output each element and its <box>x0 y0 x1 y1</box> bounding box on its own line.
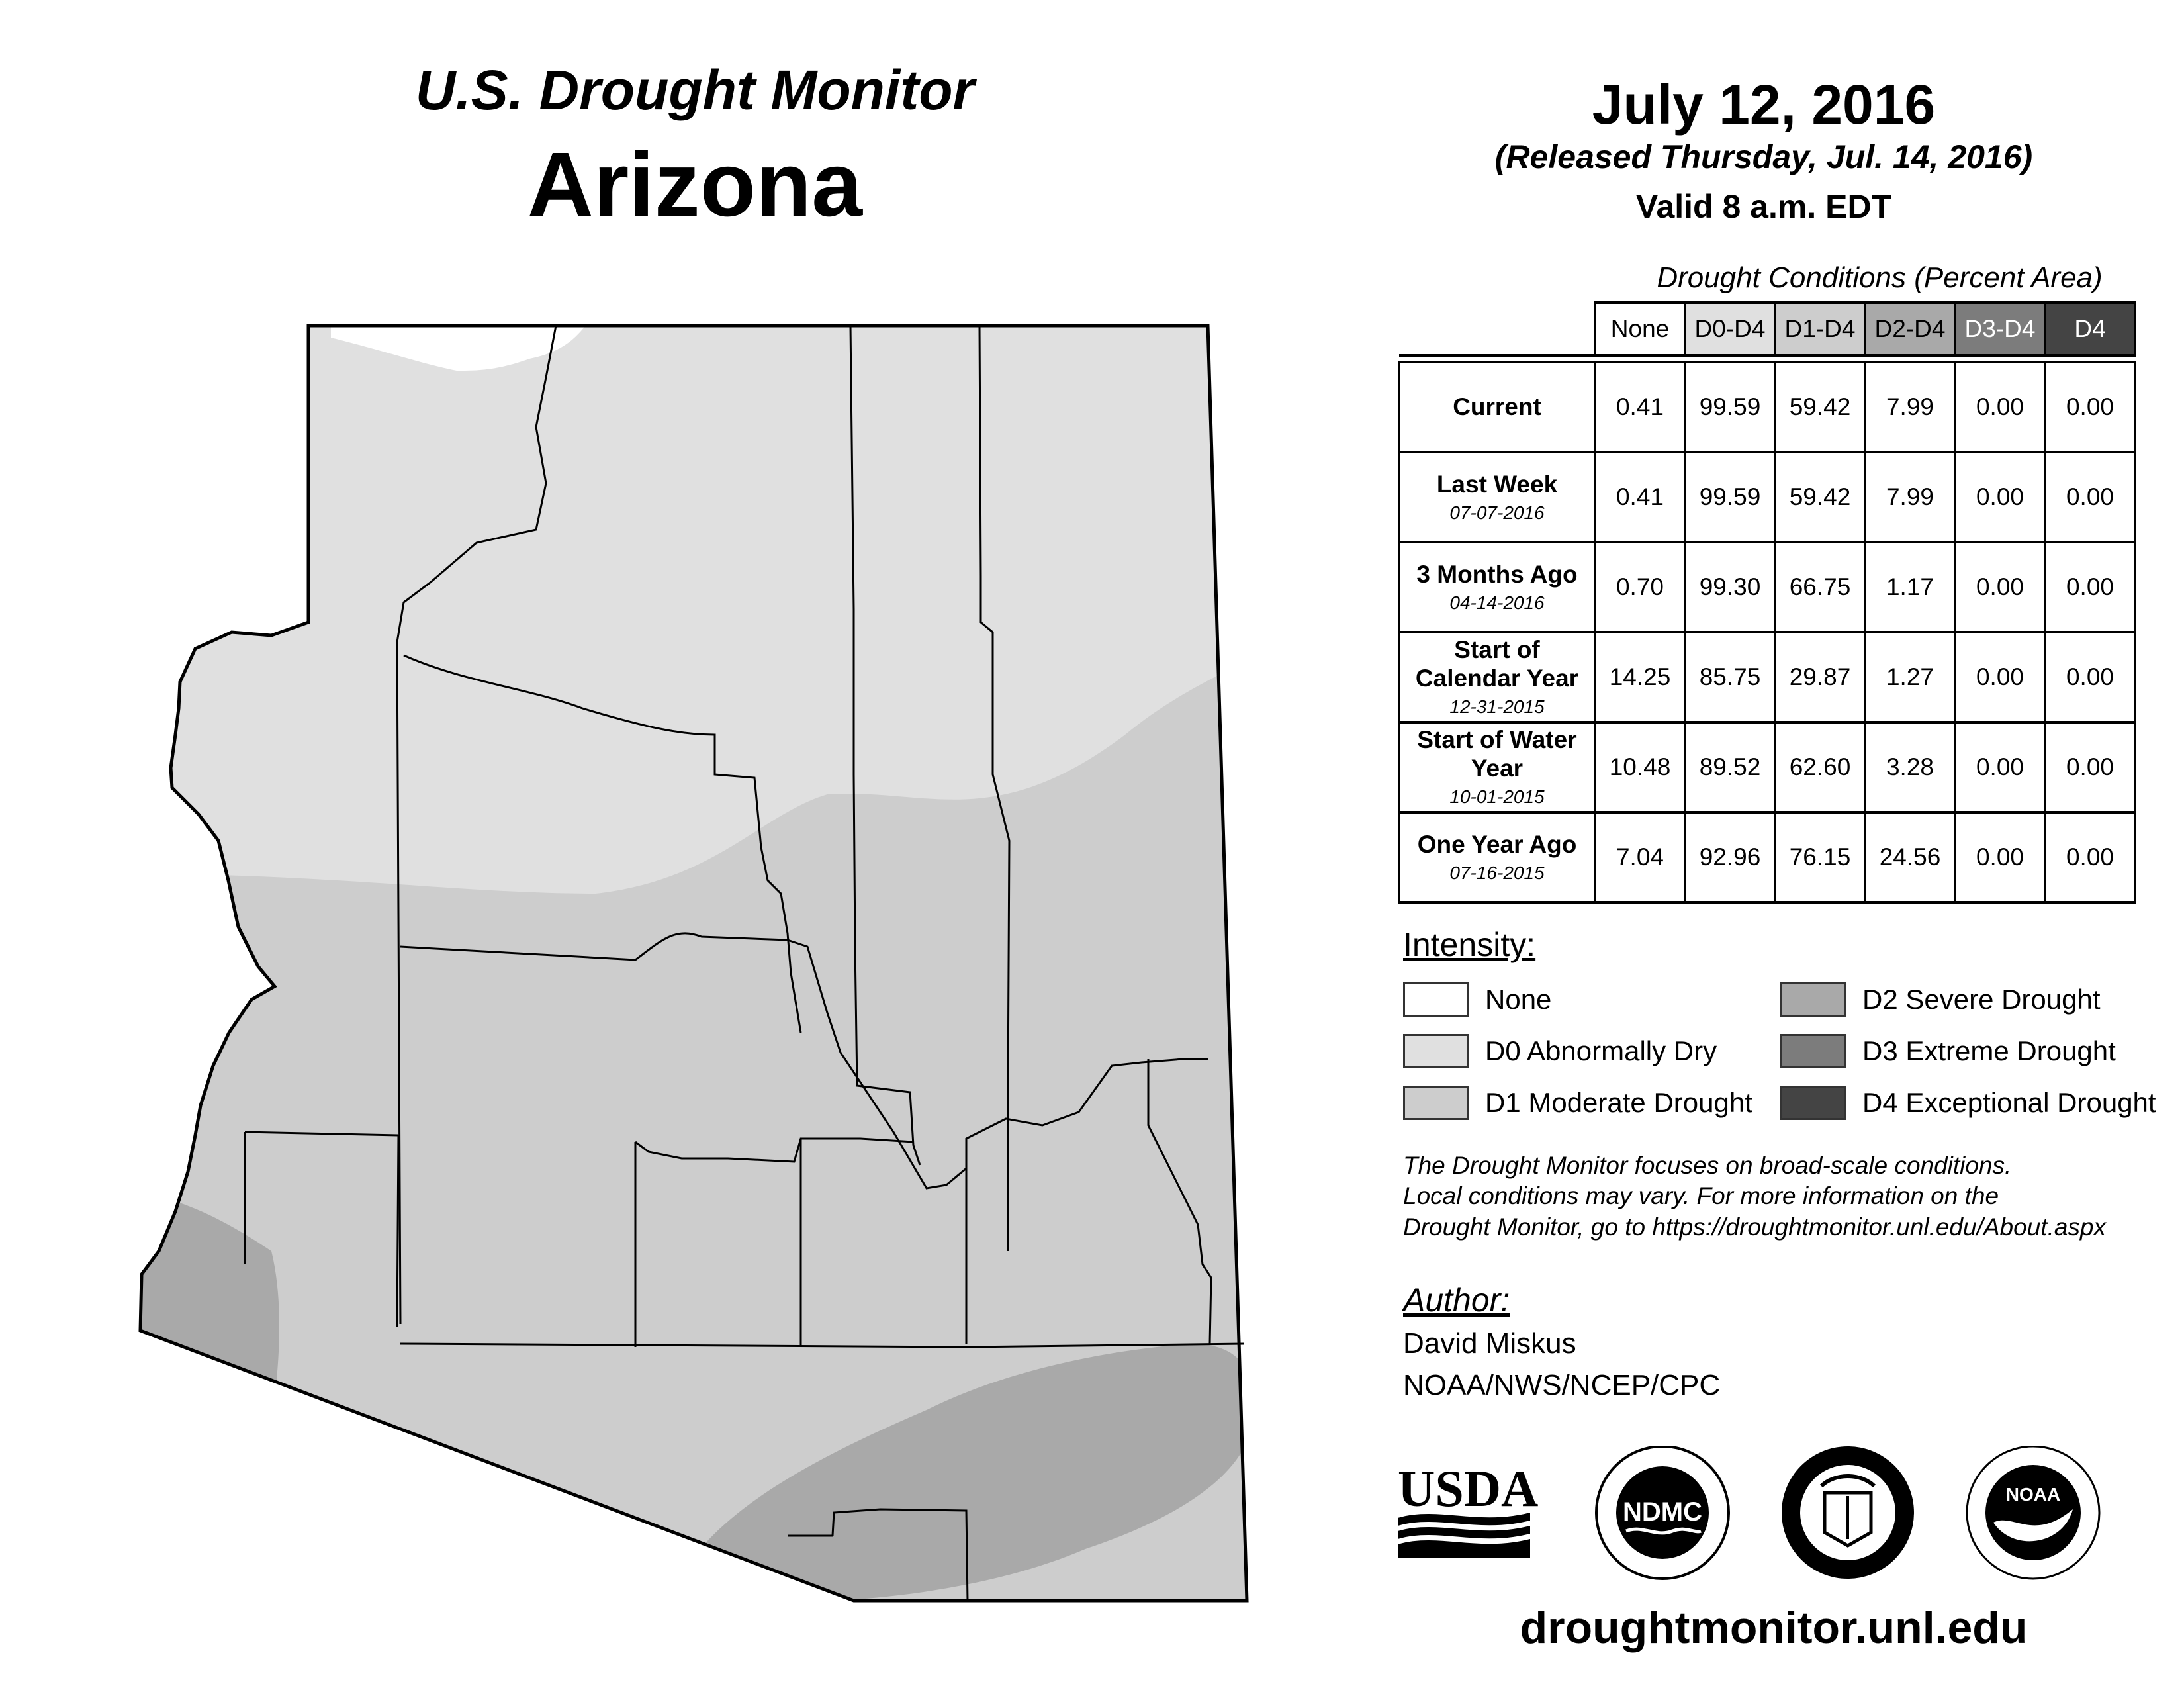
table-cell: 99.30 <box>1685 542 1775 632</box>
row-label <box>1399 362 1595 452</box>
table-cell: 99.59 <box>1685 362 1775 452</box>
usda-logo <box>1398 1460 1538 1558</box>
svg-text:NOAA: NOAA <box>2005 1484 2061 1505</box>
table-row <box>1399 542 2135 632</box>
legend-swatch <box>1780 1086 1846 1120</box>
row-label-text: Last Week <box>1436 470 1558 498</box>
svg-text:USDA: USDA <box>1398 1460 1539 1517</box>
author-name: David Miskus <box>1403 1327 1576 1360</box>
table-cell: 62.60 <box>1775 722 1865 812</box>
legend-label: D1 Moderate Drought <box>1485 1087 1752 1118</box>
table-cell: 0.00 <box>2045 632 2135 722</box>
row-label <box>1399 632 1595 722</box>
note-line: The Drought Monitor focuses on broad-scale conditions. <box>1403 1152 2012 1179</box>
legend-swatch <box>1403 982 1469 1017</box>
table-row <box>1399 452 2135 542</box>
table-cell: 92.96 <box>1685 812 1775 902</box>
legend-swatch <box>1403 1086 1469 1120</box>
author-heading: Author: <box>1403 1282 1510 1319</box>
author-org: NOAA/NWS/NCEP/CPC <box>1403 1369 1721 1401</box>
row-label-text: 3 Months Ago <box>1416 560 1578 588</box>
row-date: 10-01-2015 <box>1449 786 1545 808</box>
legend-heading: Intensity: <box>1403 926 1536 963</box>
table-cell: 76.15 <box>1775 812 1865 902</box>
legend-item <box>1780 981 2101 1018</box>
table-cell: 29.87 <box>1775 632 1865 722</box>
table-cell: 0.00 <box>1955 812 2045 902</box>
table-row <box>1399 362 2135 452</box>
table-cell: 85.75 <box>1685 632 1775 722</box>
note-line: Local conditions may vary. For more information on the <box>1403 1182 1999 1210</box>
table-cell: 7.99 <box>1865 452 1955 542</box>
row-label <box>1399 542 1595 632</box>
table-cell: 0.00 <box>2045 722 2135 812</box>
spacer-cell <box>1399 355 2135 362</box>
row-date: 07-07-2016 <box>1449 502 1545 524</box>
table-cell: 0.00 <box>2045 812 2135 902</box>
table-cell: 89.52 <box>1685 722 1775 812</box>
table-caption: Drought Conditions (Percent Area) <box>1657 261 2103 294</box>
row-label-text: Start of Calendar Year <box>1415 636 1579 692</box>
note-line: Drought Monitor, go to https://droughtmonitor.unl.edu/About.aspx <box>1403 1213 2106 1241</box>
legend-swatch <box>1780 1034 1846 1068</box>
row-date: 04-14-2016 <box>1449 592 1545 614</box>
table-cell: 24.56 <box>1865 812 1955 902</box>
commerce-seal <box>1782 1446 1914 1579</box>
table-cell: 99.59 <box>1685 452 1775 542</box>
col-header-none: None <box>1595 303 1685 355</box>
table-cell: 7.04 <box>1595 812 1685 902</box>
legend-label: D3 Extreme Drought <box>1862 1035 2116 1066</box>
svg-text:NDMC: NDMC <box>1623 1497 1702 1526</box>
table-cell: 0.00 <box>2045 452 2135 542</box>
legend-swatch <box>1403 1034 1469 1068</box>
drought-conditions-table <box>1398 301 2136 904</box>
map-subtitle: U.S. Drought Monitor <box>415 59 975 121</box>
table-cell: 10.48 <box>1595 722 1685 812</box>
table-cell: 0.00 <box>2045 542 2135 632</box>
table-cell: 0.41 <box>1595 362 1685 452</box>
legend-item <box>1780 1033 2116 1070</box>
row-date: 07-16-2015 <box>1449 863 1545 884</box>
release-date: (Released Thursday, Jul. 14, 2016) <box>1494 138 2033 175</box>
row-label <box>1399 722 1595 812</box>
noaa-logo <box>1967 1446 2099 1579</box>
col-header-d0-d4: D0-D4 <box>1685 303 1775 355</box>
table-cell: 0.00 <box>2045 362 2135 452</box>
legend-label: D4 Exceptional Drought <box>1862 1087 2156 1118</box>
table-cell: 0.00 <box>1955 722 2045 812</box>
table-row <box>1399 722 2135 812</box>
agency-logos <box>1398 1446 2126 1599</box>
table-cell: 1.17 <box>1865 542 1955 632</box>
table-spacer <box>1399 355 2135 362</box>
table-cell: 0.00 <box>1955 452 2045 542</box>
table-cell: 3.28 <box>1865 722 1955 812</box>
table-cell: 0.41 <box>1595 452 1685 542</box>
legend-label: D2 Severe Drought <box>1862 984 2101 1015</box>
col-header-d1-d4: D1-D4 <box>1775 303 1865 355</box>
table-header-row <box>1399 303 2135 355</box>
row-label-text: One Year Ago <box>1417 830 1577 858</box>
col-header-d2-d4: D2-D4 <box>1865 303 1955 355</box>
legend-item <box>1403 1033 1717 1070</box>
col-header-d3-d4: D3-D4 <box>1955 303 2045 355</box>
table-body <box>1399 355 2135 902</box>
table-cell: 0.00 <box>1955 542 2045 632</box>
table-cell: 59.42 <box>1775 362 1865 452</box>
map-title: Arizona <box>527 134 863 236</box>
table-cell: 1.27 <box>1865 632 1955 722</box>
table-cell: 66.75 <box>1775 542 1865 632</box>
table-cell: 0.70 <box>1595 542 1685 632</box>
table-row <box>1399 812 2135 902</box>
legend-label: D0 Abnormally Dry <box>1485 1035 1717 1066</box>
footer-url[interactable]: droughtmonitor.unl.edu <box>1520 1603 2028 1653</box>
map-date: July 12, 2016 <box>1592 73 1936 136</box>
table-cell: 7.99 <box>1865 362 1955 452</box>
legend-item <box>1403 1084 1752 1121</box>
legend-swatch <box>1780 982 1846 1017</box>
row-label <box>1399 452 1595 542</box>
table-cell: 0.00 <box>1955 632 2045 722</box>
legend-item <box>1780 1084 2156 1121</box>
table-cell: 0.00 <box>1955 362 2045 452</box>
disclaimer-note <box>1403 1150 2171 1243</box>
table-corner <box>1399 303 1595 355</box>
legend-item <box>1403 981 1551 1018</box>
row-label-text: Current <box>1453 393 1541 420</box>
row-label-text: Start of Water Year <box>1417 726 1577 782</box>
table-cell: 59.42 <box>1775 452 1865 542</box>
arizona-drought-map <box>132 311 1257 1622</box>
col-header-d4: D4 <box>2045 303 2135 355</box>
valid-time: Valid 8 a.m. EDT <box>1635 188 1892 225</box>
row-date: 12-31-2015 <box>1449 696 1545 718</box>
legend-label: None <box>1485 984 1552 1015</box>
table-cell: 14.25 <box>1595 632 1685 722</box>
row-label <box>1399 812 1595 902</box>
ndmc-logo <box>1596 1446 1729 1579</box>
table-row <box>1399 632 2135 722</box>
